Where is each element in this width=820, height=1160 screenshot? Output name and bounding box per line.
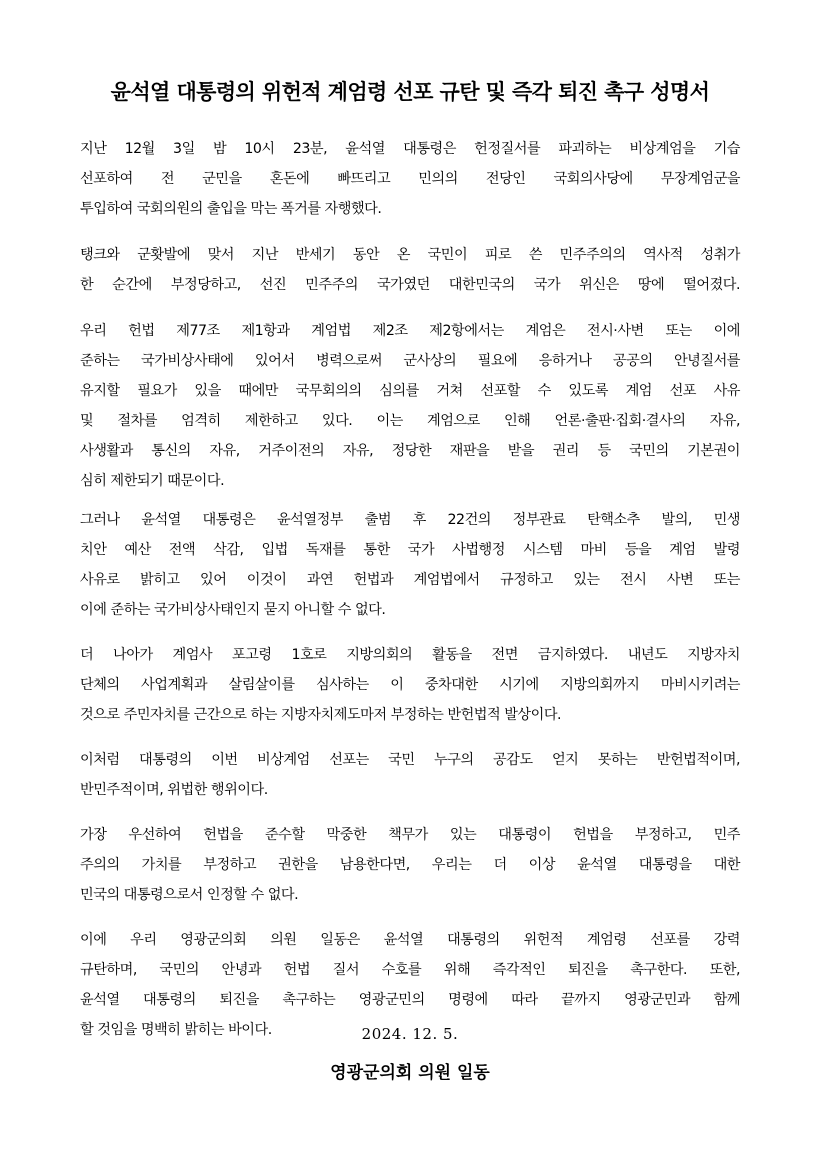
paragraph-line: 단체의 사업계획과 살림살이를 심사하는 이 중차대한 시기에 지방의회까지 마비시키려는: [80, 677, 740, 693]
paragraph-line: 규탄하며, 국민의 안녕과 헌법 질서 수호를 위해 즉각적인 퇴진을 촉구한다. 또한,: [80, 962, 740, 978]
paragraph-line: 우리 헌법 제77조 제1항과 계엄법 제2조 제2항에서는 계엄은 전시·사변 또는 이에: [80, 323, 740, 339]
paragraph-line: 지난 12월 3일 밤 10시 23분, 윤석열 대통령은 헌정질서를 파괴하는 비상계엄을 기습: [80, 141, 740, 157]
paragraph-line: 주의의 가치를 부정하고 권한을 남용한다면, 우리는 더 이상 윤석열 대통령을 대한: [80, 857, 740, 873]
paragraph-line: 준하는 국가비상사태에 있어서 병력으로써 군사상의 필요에 응하거나 공공의 안녕질서를: [80, 353, 740, 369]
paragraph-line: 할 것임을 명백히 밝히는 바이다.: [80, 1022, 272, 1038]
paragraph-line: 것으로 주민자치를 근간으로 하는 지방자치제도마저 부정하는 반헌법적 발상이다.: [80, 707, 562, 723]
paragraph-line: 유지할 필요가 있을 때에만 국무회의의 심의를 거쳐 선포할 수 있도록 계엄 선포 사유: [80, 383, 740, 399]
paragraph-line: 심히 제한되기 때문이다.: [80, 473, 225, 489]
paragraph-line: 한 순간에 부정당하고, 선진 민주주의 국가였던 대한민국의 국가 위신은 땅에 떨어졌다.: [80, 277, 740, 293]
paragraph-5: [80, 640, 740, 730]
paragraph-line: 민국의 대통령으로서 인정할 수 없다.: [80, 887, 299, 903]
paragraph-7: [80, 820, 740, 910]
paragraph-4: [80, 505, 740, 625]
document-title: 윤석열 대통령의 위헌적 계엄령 선포 규탄 및 즉각 퇴진 촉구 성명서: [110, 80, 710, 104]
paragraph-line: 반민주적이며, 위법한 행위이다.: [80, 782, 268, 798]
paragraph-3: [80, 316, 740, 496]
paragraph-1: [80, 134, 740, 224]
paragraph-line: 투입하여 국회의원의 출입을 막는 폭거를 자행했다.: [80, 201, 382, 217]
paragraph-6: [80, 745, 740, 805]
paragraph-line: 사유로 밝히고 있어 이것이 과연 헌법과 계엄법에서 규정하고 있는 전시 사변 또는: [80, 572, 740, 588]
paragraph-line: 탱크와 군홧발에 맞서 지난 반세기 동안 온 국민이 피로 쓴 민주주의의 역사적 성취가: [80, 247, 740, 263]
paragraph-line: 그러나 윤석열 대통령은 윤석열정부 출범 후 22건의 정부관료 탄핵소추 발의, 민생: [80, 512, 740, 528]
paragraph-2: [80, 240, 740, 300]
paragraph-line: 윤석열 대통령의 퇴진을 촉구하는 영광군민의 명령에 따라 끝까지 영광군민과 함께: [80, 992, 740, 1008]
statement-date: 2024. 12. 5.: [361, 1025, 459, 1043]
signatory: 영광군의회 의원 일동: [330, 1063, 490, 1083]
paragraph-line: 이에 준하는 국가비상사태인지 묻지 아니할 수 없다.: [80, 602, 386, 618]
paragraph-line: 이처럼 대통령의 이번 비상계엄 선포는 국민 누구의 공감도 얻지 못하는 반헌법적이며,: [80, 752, 740, 768]
paragraph-line: 치안 예산 전액 삭감, 입법 독재를 통한 국가 사법행정 시스템 마비 등을 계엄 발령: [80, 542, 740, 558]
paragraph-line: 사생활과 통신의 자유, 거주이전의 자유, 정당한 재판을 받을 권리 등 국민의 기본권이: [80, 443, 740, 459]
paragraph-line: 가장 우선하여 헌법을 준수할 막중한 책무가 있는 대통령이 헌법을 부정하고, 민주: [80, 827, 740, 843]
paragraph-line: 더 나아가 계엄사 포고령 1호로 지방의회의 활동을 전면 금지하였다. 내년도 지방자치: [80, 647, 740, 663]
paragraph-line: 및 절차를 엄격히 제한하고 있다. 이는 계엄으로 인해 언론·출판·집회·결사의 자유,: [80, 413, 740, 429]
paragraph-line: 선포하여 전 군민을 혼돈에 빠뜨리고 민의의 전당인 국회의사당에 무장계엄군을: [80, 171, 740, 187]
paragraph-line: 이에 우리 영광군의회 의원 일동은 윤석열 대통령의 위헌적 계엄령 선포를 강력: [80, 932, 740, 948]
